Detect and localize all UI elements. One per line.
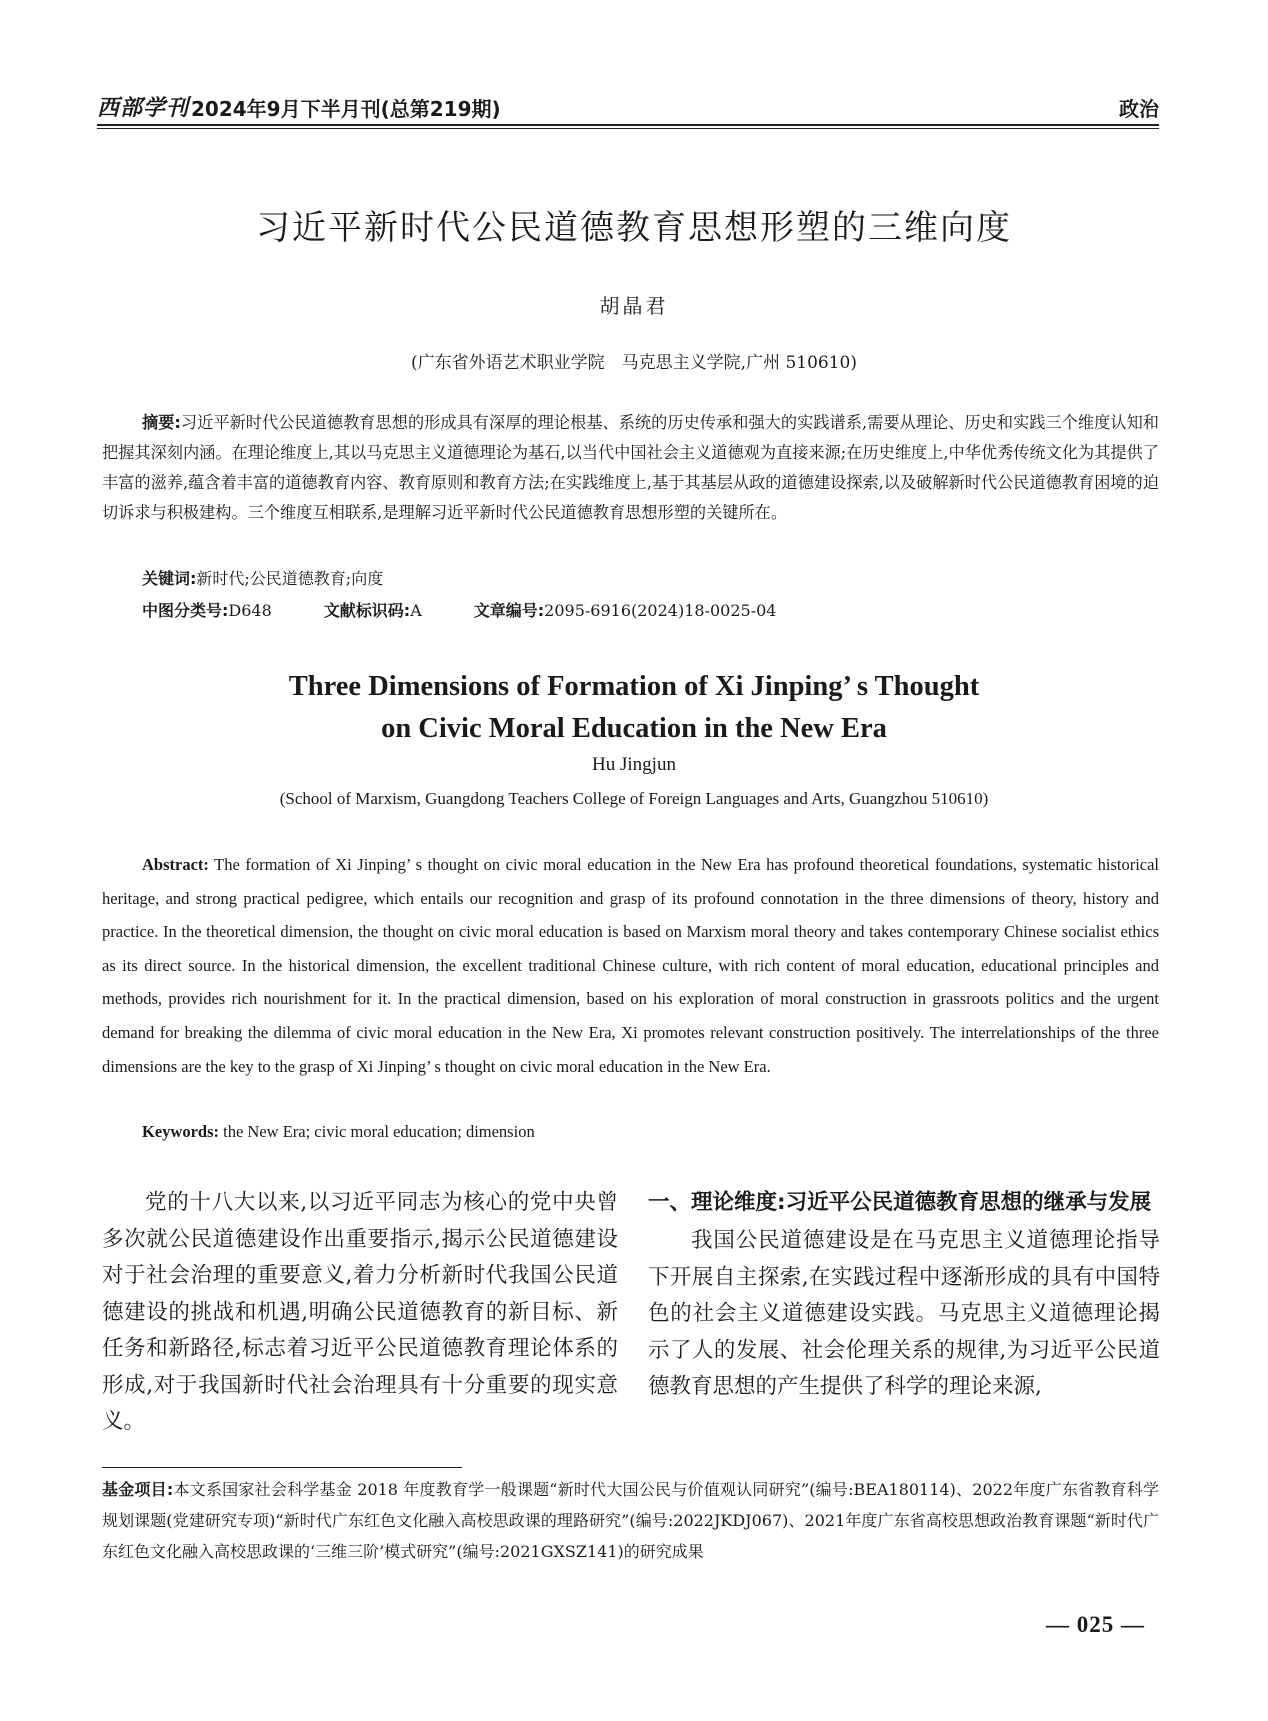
doc-label: 文献标识码:	[323, 601, 411, 620]
clc-value: D648	[228, 601, 272, 620]
classification-row	[142, 598, 828, 621]
keywords-cn-label: 关键词:	[142, 569, 197, 588]
affiliation-cn: (广东省外语艺术职业学院 马克思主义学院,广州 510610)	[411, 353, 857, 373]
issue-info: 2024年9月下半月刊(总第219期)	[191, 97, 501, 121]
footnote-text: 本文系国家社会科学基金 2018 年度教育学一般课题“新时代大国公民与价值观认同研究”(编号:BEA180114)、2022年度广东省教育科学规划课题(党建研究专项)“新时代广东红色文化融入高校思政课的理路研究”(编号:2022JKDJ067)、2021年度广东省高校思想政治教育课题“新时代广东红色文化融入高校思政课的‘三维三阶’模式研究”(编号:2021GXSZ141)的研究成果	[102, 1480, 1159, 1561]
affiliation-en: (School of Marxism, Guangdong Teachers College of Foreign Languages and Arts, Guangzhou 510610)	[279, 789, 989, 808]
footnote	[102, 1474, 1159, 1567]
title-en	[0, 666, 1268, 750]
abstract-en-text: The formation of Xi Jinping’ s thought on civic moral education in the New Era has profound theoretical foundations, systematic historical heritage, and strong practical pedigree, which entails our recognition and grasp of its profound connotation in the three dimensions of theory, history and practice. In the theoretical dimension, the thought on civic moral education is based on Marxism moral theory and takes contemporary Chinese socialist ethics as its direct source. In the historical dimension, the excellent traditional Chinese culture, with rich content of moral education, educational principles and methods, provides rich nourishment for it. In the practical dimension, based on his exploration of moral construction in grassroots politics and the urgent demand for breaking the dilemma of civic moral education in the New Era, Xi promotes relevant construction positively. The interrelationships of the three dimensions are the key to the grasp of Xi Jinping’ s thought on civic moral education in the New Era.	[102, 855, 1160, 1076]
header-left	[97, 91, 501, 122]
abstract-en	[102, 848, 1159, 1083]
header-rule	[97, 124, 1159, 129]
clc-label: 中图分类号:	[142, 601, 229, 620]
section-name: 政治	[1119, 97, 1159, 121]
keywords-en	[142, 1122, 535, 1142]
body-intro: 党的十八大以来,以习近平同志为核心的党中央曾多次就公民道德建设作出重要指示,揭示公民道德建设对于社会治理的重要意义,着力分析新时代我国公民道德建设的挑战和机遇,明确公民道德教育的新目标、新任务和新路径,标志着习近平公民道德教育理论体系的形成,对于我国新时代社会治理具有十分重要的现实意义。	[102, 1190, 618, 1434]
body-right-column	[648, 1185, 1160, 1406]
abstract-cn	[102, 408, 1159, 528]
title-cn: 习近平新时代公民道德教育思想形塑的三维向度	[256, 208, 1012, 248]
keywords-en-label: Keywords:	[142, 1122, 219, 1141]
keywords-en-text: the New Era; civic moral education; dimension	[223, 1122, 535, 1141]
title-en-line2: on Civic Moral Education in the New Era	[381, 713, 887, 744]
article-number	[474, 598, 777, 621]
abstract-en-label: Abstract:	[142, 855, 209, 874]
keywords-cn	[142, 566, 383, 589]
keywords-cn-text: 新时代;公民道德教育;向度	[196, 569, 384, 588]
doc-code	[324, 598, 422, 621]
section-paragraph: 我国公民道德建设是在马克思主义道德理论指导下开展自主探索,在实践过程中逐渐形成的具有中国特色的社会主义道德建设实践。马克思主义道德理论揭示了人的发展、社会伦理关系的规律,为习近平公民道德教育思想的产生提供了科学的理论来源,	[648, 1228, 1160, 1399]
footnote-label: 基金项目:	[102, 1480, 174, 1499]
clc-number	[142, 598, 272, 621]
section-heading: 一、理论维度:习近平公民道德教育思想的继承与发展	[648, 1190, 1152, 1215]
article-label: 文章编号:	[473, 601, 545, 620]
article-value: 2095-6916(2024)18-0025-04	[544, 601, 777, 620]
journal-logo: 西部学刊	[97, 95, 190, 121]
doc-value: A	[410, 601, 422, 620]
page-number: — 025 —	[1046, 1612, 1145, 1637]
title-en-line1: Three Dimensions of Formation of Xi Jinping’ s Thought	[288, 671, 980, 702]
author-en: Hu Jingjun	[592, 754, 676, 775]
abstract-cn-text: 习近平新时代公民道德教育思想的形成具有深厚的理论根基、系统的历史传承和强大的实践谱系,需要从理论、历史和实践三个维度认知和把握其深刻内涵。在理论维度上,其以马克思主义道德理论为基石,以当代中国社会主义道德观为直接来源;在历史维度上,中华优秀传统文化为其提供了丰富的滋养,蕴含着丰富的道德教育内容、教育原则和教育方法;在实践维度上,基于其基层从政的道德建设探索,以及破解新时代公民道德教育困境的迫切诉求与积极建构。三个维度互相联系,是理解习近平新时代公民道德教育思想形塑的关键所在。	[102, 413, 1159, 522]
abstract-cn-label: 摘要:	[142, 413, 181, 432]
footnote-rule	[102, 1467, 462, 1468]
author-cn: 胡晶君	[599, 294, 669, 318]
running-header	[97, 86, 1159, 122]
